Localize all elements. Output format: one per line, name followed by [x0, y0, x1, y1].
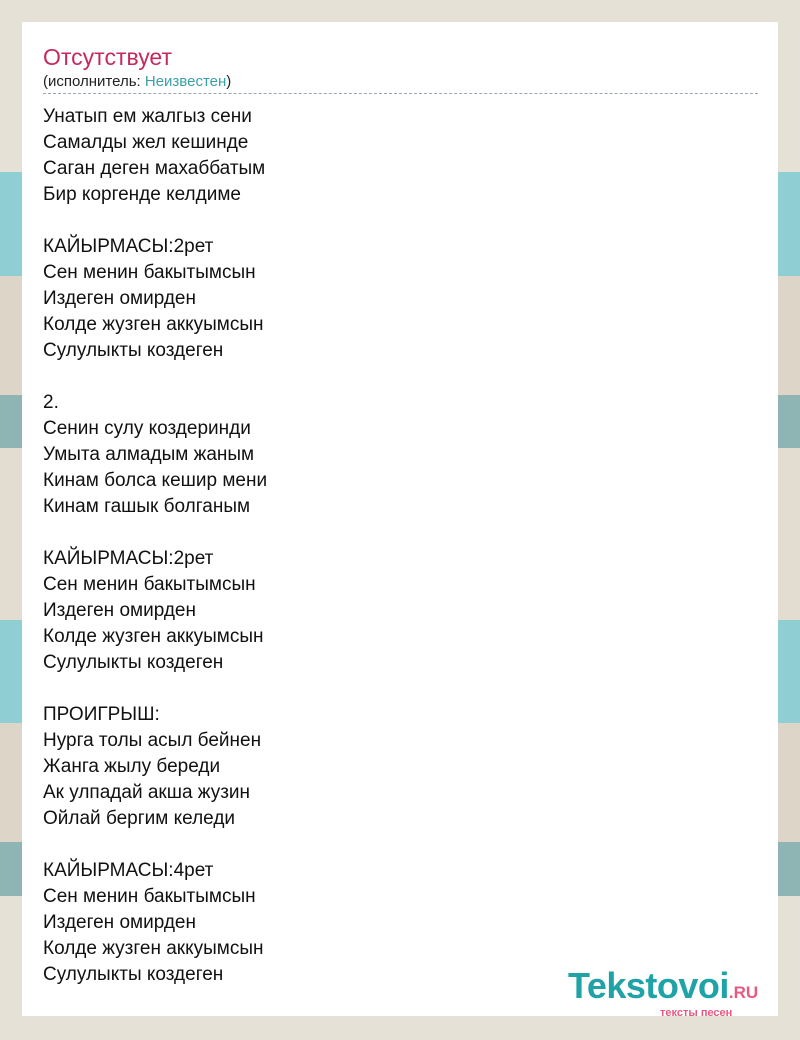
lyric-line: Сен менин бакытымсын — [43, 262, 256, 283]
lyric-line — [43, 832, 267, 858]
lyric-line: Умыта алмадым жаным — [43, 444, 255, 465]
lyric-line: Колде жузген аккуымсын — [43, 626, 264, 647]
lyric-line: Унатып ем жалгыз сени — [43, 106, 252, 127]
lyric-line: Сен менин бакытымсын — [43, 574, 256, 595]
lyric-line: Сенин сулу коздеринди — [43, 418, 251, 439]
lyric-line: Издеген омирден — [43, 288, 196, 309]
lyric-line: Сен менин бакытымсын — [43, 886, 256, 907]
lyric-line: Ак улпадай акша жузин — [43, 782, 251, 803]
tekstovoi-logo[interactable] — [568, 966, 768, 1022]
lyric-line — [43, 208, 267, 234]
lyrics-card — [22, 22, 778, 1019]
lyric-line: КАЙЫРМАСЫ:2рет — [43, 548, 214, 569]
song-title: Отсутствует — [43, 44, 172, 70]
lyric-line: Кинам гашык болганым — [43, 496, 251, 517]
lyric-line: КАЙЫРМАСЫ:4рет — [43, 860, 214, 881]
logo-tld: .RU — [728, 983, 759, 1002]
lyric-line: Ойлай бергим келеди — [43, 808, 236, 829]
lyric-line: ПРОИГРЫШ: — [43, 704, 160, 725]
lyric-line: Сулулыкты коздеген — [43, 964, 224, 985]
lyric-line: КАЙЫРМАСЫ:2рет — [43, 236, 214, 257]
lyric-line — [43, 520, 267, 546]
artist-prefix: (исполнитель: — [43, 73, 145, 90]
lyric-line: Жанга жылу береди — [43, 756, 221, 777]
divider — [43, 93, 758, 94]
lyric-line: Сулулыкты коздеген — [43, 340, 224, 361]
lyric-line: Колде жузген аккуымсын — [43, 938, 264, 959]
lyric-line: Бир коргенде келдиме — [43, 184, 241, 205]
lyric-line: Колде жузген аккуымсын — [43, 314, 264, 335]
lyric-line — [43, 364, 267, 390]
lyric-line — [43, 676, 267, 702]
lyric-line: Издеген омирден — [43, 600, 196, 621]
logo-tagline: тексты песен — [660, 1007, 733, 1019]
lyric-line: Саган деген махаббатым — [43, 158, 266, 179]
logo-wordmark — [568, 966, 758, 1006]
lyric-line: Издеген омирден — [43, 912, 196, 933]
lyric-line: Самалды жел кешинде — [43, 132, 249, 153]
artist-link[interactable]: Неизвестен — [144, 73, 227, 90]
lyrics-text — [43, 104, 267, 988]
logo-name: Tekstovoi — [568, 965, 729, 1006]
artist-line — [43, 73, 231, 91]
lyric-line: Сулулыкты коздеген — [43, 652, 224, 673]
lyric-line: 2. — [43, 392, 59, 413]
artist-suffix: ) — [226, 73, 232, 90]
lyric-line: Нурга толы асыл бейнен — [43, 730, 262, 751]
lyric-line: Кинам болса кешир мени — [43, 470, 268, 491]
